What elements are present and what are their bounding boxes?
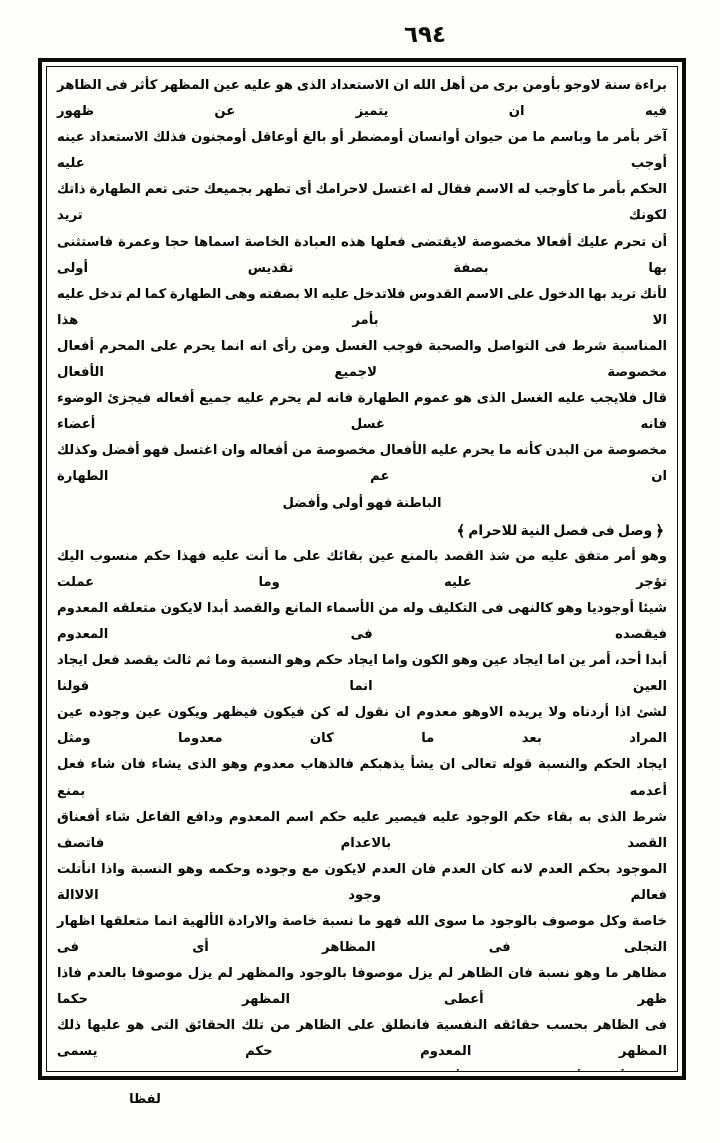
body-line: أن تحرم عليك أفعالا مخصوصة لايقتضى فعلها هذه العبادة الخاصة اسماها حجا وعمرة فاستثنى بها بصفة تقديس أولى bbox=[57, 234, 667, 276]
body-line bbox=[57, 1066, 667, 1072]
body-line: لشئ اذا أردناه ولا يريده الاوهو معدوم ان نقول له كن فيكون فيظهر ويكون عين وجوده عين المراد بعد ما كان معدوما ومثل bbox=[57, 705, 667, 747]
body-line: مخصوصة من البدن كأنه ما يحرم عليه الأفعال مخصوصة من أفعاله وان اغتسل فهو أفضل وكذلك ان عم الطهارة bbox=[57, 443, 667, 485]
body-line: أبدا أحد، أمر ين اما ايجاد عين وهو الكون واما ايجاد حكم وهو النسبة وما ثم ثالث يقصد فعل ايجاد العين انما قولنا bbox=[57, 653, 667, 695]
ornament-open-icon: ﴿ bbox=[655, 521, 664, 540]
body-line: براءة سنة لاوجو بأومن برى من أهل الله ان الاستعداد الذى هو عليه عين المظهر كأثر فى الظاهر فيه ان يتميز عن ظهور bbox=[57, 78, 667, 120]
page-frame-inner bbox=[46, 66, 678, 1072]
body-line: ايجاد الحكم والنسبة قوله تعالى ان يشأ يذهبكم فالذهاب معدوم وهو الذى يشاء فان شاء فعل أعدمه بمنع bbox=[57, 757, 667, 799]
section-heading-1 bbox=[57, 518, 667, 544]
catchword: لفظا bbox=[129, 1092, 161, 1107]
ornament-close-icon: ﴾ bbox=[456, 521, 466, 540]
page-number: ٦٩٤ bbox=[403, 22, 447, 48]
body-line: لأنك تريد بها الدخول على الاسم القدوس فلاتدخل عليه الا بصفته وهى الطهارة كما لم تدخل عليه الا بأمر هذا bbox=[57, 286, 667, 328]
body-line: قال فلايجب عليه الغسل الذى هو عموم الطهارة فانه لم يحرم عليه جميع أفعاله فيجزئ الوضوء فانه غسل أعضاء bbox=[57, 391, 667, 433]
body-line: المناسبة شرط فى التواصل والصحبة فوجب الغسل ومن رأى انه انما يحرم على المحرم أفعال مخصوصة لاجميع الأفعال bbox=[57, 338, 667, 381]
body-line: الموجود بحكم العدم لانه كان العدم فان العدم لايكون مع وجوده وحكمه وهو النسبة واذا انأتلت فعالم وجود الالاالة bbox=[57, 861, 667, 903]
body-line: الحكم بأمر ما كأوجب له الاسم فقال له اغتسل لاحرامك أى تطهر بجميعك حتى تعم الطهارة ذاتك لكونك تريد bbox=[57, 182, 667, 224]
section-heading-1-text: وصل فى فصل النية للاحرام bbox=[468, 522, 653, 539]
body-line: شيئا أوجوديا وهو كالنهى فى التكليف وله من الأسماء المانع والقصد أبدا لايكون متعلقه المعدوم فيقصده فى المعدوم bbox=[57, 600, 667, 642]
body-line: شرط الذى به بقاء حكم الوجود عليه فيصير عليه حكم اسم المعدوم ودافع الفاعل شاء أفعناق القصد بالاعدام فاتصف bbox=[57, 809, 667, 851]
page-frame-outer bbox=[38, 58, 686, 1080]
body-line: خاصة وكل موصوف بالوجود ما سوى الله فهو ما نسبة خاصة والارادة الألهية انما متعلقها اظهار التجلى فى المظاهر أى فى bbox=[57, 914, 667, 956]
body-line: آخر بأمر ما وباسم ما من حيوان أوانسان أومضطر أو بالغ أوعاقل أومجنون فذلك الاستعداد عينه أوجب عليه bbox=[57, 130, 667, 172]
body-line: مظاهر ما وهو نسبة فان الظاهر لم يزل موصوفا بالوجود والمظهر لم يزل موصوفا بالعدم فاذا ظهر أعطى المظهر حكما bbox=[57, 966, 667, 1008]
body-line: الباطنة فهو أولى وأفضل bbox=[282, 495, 442, 511]
text-column bbox=[57, 73, 667, 1072]
body-line: وهو أمر متفق عليه من شذ القصد بالمنع عين بقائك على ما أنت عليه فهذا حكم منسوب اليك تؤجر عليه وما عملت bbox=[57, 548, 667, 590]
body-line: فى الظاهر بحسب حقائقه النفسية فانطلق على الظاهر من تلك الحقائق التى هو عليها ذلك المظهر المعدوم حكم يسمى bbox=[57, 1018, 667, 1060]
